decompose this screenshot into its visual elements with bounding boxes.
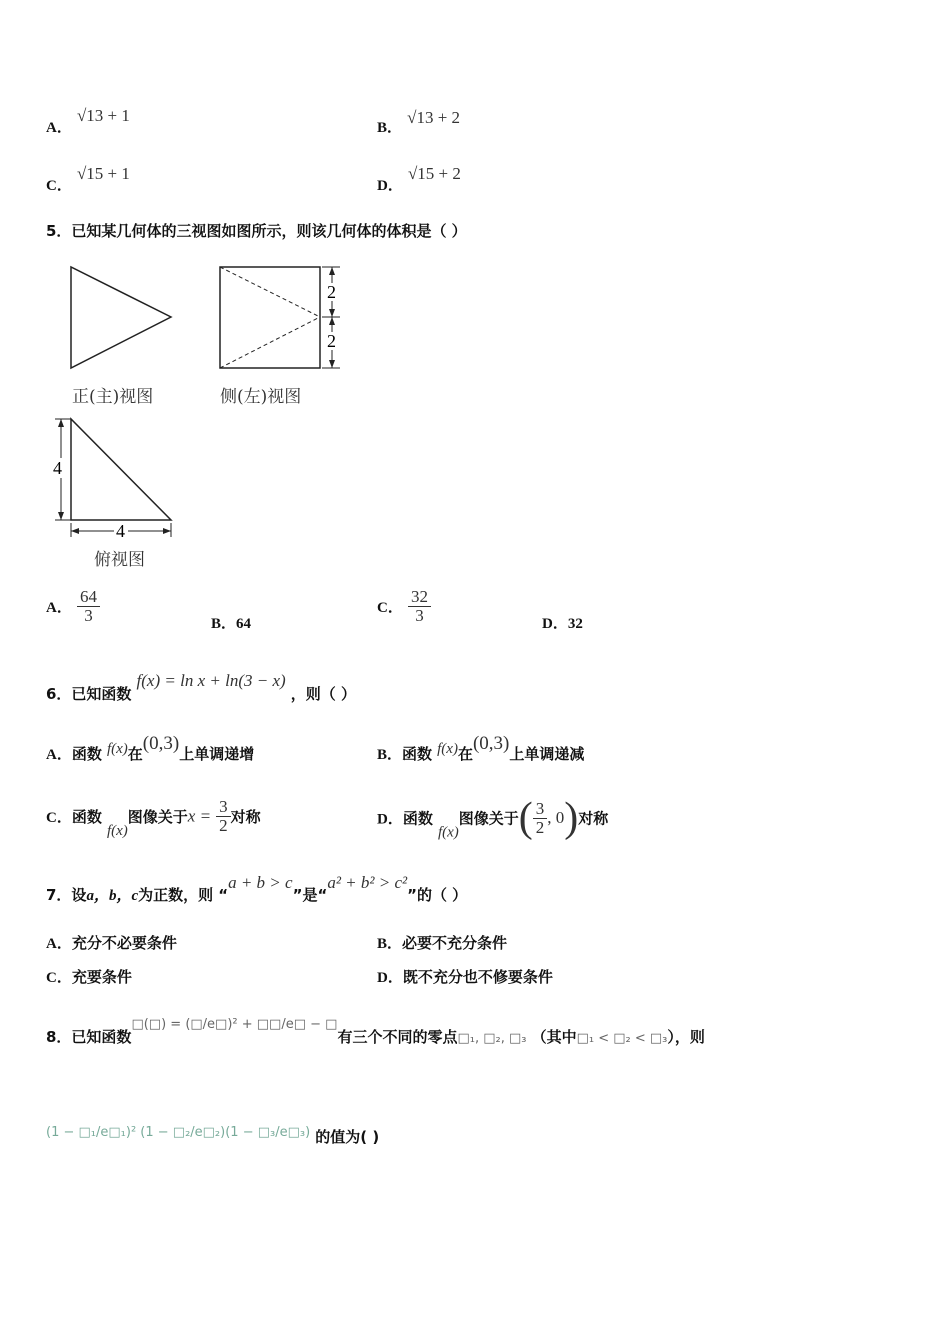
function-fx: f(x)	[437, 741, 458, 757]
option-text: 上单调递减	[509, 745, 585, 763]
option-expr: √15 + 2	[407, 164, 461, 183]
numerator: 3	[216, 798, 231, 817]
q8-expression-line	[46, 1120, 380, 1146]
fraction	[408, 588, 431, 625]
q5-option-c	[377, 588, 431, 625]
garbled-zeros: □₁, □₂, □₃	[457, 1031, 527, 1046]
point-tail: , 0	[547, 808, 565, 827]
stem-suffix: 的（ ）	[416, 886, 468, 904]
option-text: 函数	[71, 807, 102, 826]
numerator: 64	[77, 588, 100, 607]
q6-option-b	[377, 733, 585, 763]
option-text: 对称	[230, 807, 261, 826]
top-view-triangle	[71, 419, 171, 520]
interval: (0,3)	[472, 733, 510, 754]
q4-option-b	[377, 108, 461, 136]
arrow-head	[329, 267, 335, 275]
denominator: 3	[415, 605, 424, 625]
option-label: B．	[377, 936, 403, 952]
option-expr: √13 + 2	[407, 108, 461, 127]
stem-end: ），则	[667, 1028, 705, 1046]
q4-option-a	[46, 106, 130, 136]
option-label: C．	[46, 970, 72, 986]
equation-x: x =	[187, 806, 212, 826]
q4-option-c	[46, 164, 130, 194]
stem-tail: 的值为( )	[315, 1128, 380, 1146]
option-label: D．	[377, 178, 403, 194]
arrow-head	[71, 528, 79, 534]
option-label: C．	[377, 599, 403, 616]
q5-option-a	[46, 588, 100, 625]
dimension-label-lower: 2	[327, 331, 336, 351]
numerator: 3	[533, 800, 548, 819]
q5-option-d	[542, 612, 583, 633]
option-expr: √13 + 1	[76, 106, 130, 125]
q5-stem: 5．已知某几何体的三视图如图所示，则该几何体的体积是（ ）	[46, 222, 467, 240]
option-text: 必要不充分条件	[402, 934, 508, 952]
option-text: 64	[236, 616, 252, 632]
quote-close: ”	[407, 886, 417, 904]
fraction	[533, 800, 548, 837]
stem-text: 是	[302, 886, 318, 904]
dimension-label-vertical: 4	[53, 458, 62, 478]
option-label: D．	[377, 811, 403, 828]
stem-text: 有三个不同的零点	[337, 1028, 458, 1046]
option-label: B．	[377, 120, 403, 136]
condition-1: a + b > c	[228, 873, 293, 892]
three-view-figure	[40, 255, 360, 575]
option-text: 函数	[71, 745, 102, 763]
garbled-function: □(□) = (□/e□)² + □□/e□ − □	[131, 1017, 338, 1032]
q6-option-c	[46, 798, 261, 840]
option-text: 函数	[402, 745, 433, 763]
denominator: 2	[219, 815, 228, 835]
fraction	[77, 588, 100, 625]
interval: (0,3)	[142, 733, 180, 754]
option-text: 图像关于	[458, 809, 519, 828]
option-text: 函数	[402, 809, 433, 828]
q5-option-b	[211, 612, 251, 633]
option-label: C．	[46, 809, 72, 826]
side-view-dashed-line	[220, 317, 320, 368]
function-fx: f(x)	[106, 741, 128, 757]
front-view-caption: 正(主)视图	[72, 387, 154, 407]
option-label: D．	[377, 970, 403, 986]
numerator: 32	[408, 588, 431, 607]
stem-prefix: 7．设	[46, 886, 87, 904]
side-view-square	[220, 267, 320, 368]
option-label: A．	[46, 936, 72, 952]
arrow-head	[58, 419, 64, 427]
left-paren: (	[518, 795, 533, 841]
right-paren: )	[564, 795, 579, 841]
q6-option-a	[46, 733, 255, 763]
q7-option-a	[46, 932, 177, 953]
q8-stem	[46, 1012, 705, 1046]
stem-text: 为正数，则	[138, 886, 214, 904]
arrow-head	[58, 512, 64, 520]
condition-2: a² + b² > c²	[327, 873, 408, 892]
option-text: 既不充分也不修要条件	[402, 968, 553, 986]
function-definition: f(x) = ln x + ln(3 − x)	[136, 671, 286, 690]
stem-suffix: ，则（ ）	[290, 685, 356, 703]
option-text: 充要条件	[71, 968, 132, 986]
fraction	[216, 798, 231, 835]
stem-prefix: 6．已知函数	[46, 685, 132, 703]
option-label: B．	[377, 747, 403, 763]
q4-option-d	[377, 164, 461, 194]
front-view-triangle	[71, 267, 171, 368]
option-label: C．	[46, 178, 72, 194]
option-label: B．	[211, 616, 237, 632]
quote-close: ”	[292, 886, 303, 904]
option-text: 对称	[578, 809, 609, 828]
option-label: A．	[46, 747, 72, 763]
denominator: 2	[535, 817, 545, 837]
arrow-head	[329, 360, 335, 368]
variables: a，b，c	[86, 888, 139, 904]
option-expr: √15 + 1	[76, 164, 130, 183]
quote-open: “	[218, 886, 229, 904]
denominator: 3	[84, 605, 93, 625]
dimension-label-horizontal: 4	[116, 521, 125, 541]
option-text: 图像关于	[127, 807, 188, 826]
option-text: 在	[127, 745, 143, 763]
garbled-expression: (1 − □₁/e□₁)² (1 − □₂/e□₂)(1 − □₃/e□₃)	[46, 1125, 311, 1140]
function-fx: f(x)	[437, 824, 459, 841]
option-text: 在	[457, 745, 473, 763]
option-label: D．	[542, 616, 568, 632]
q6-option-d	[377, 794, 608, 842]
q7-option-c	[46, 966, 132, 987]
arrow-head	[329, 317, 335, 325]
option-text: 32	[567, 616, 583, 632]
option-label: A．	[46, 120, 72, 136]
stem-text: （其中	[531, 1028, 577, 1046]
arrow-head	[163, 528, 171, 534]
option-text: 充分不必要条件	[71, 934, 177, 952]
side-view-dashed-line	[220, 267, 320, 317]
option-label: A．	[46, 599, 72, 616]
arrow-head	[329, 309, 335, 317]
side-view-caption: 侧(左)视图	[220, 387, 302, 407]
top-view-caption: 俯视图	[94, 550, 145, 570]
q6-stem	[46, 670, 356, 703]
q7-option-b	[377, 932, 507, 953]
q7-stem	[46, 872, 468, 904]
stem-prefix: 8．已知函数	[46, 1028, 132, 1046]
q7-option-d	[377, 966, 553, 987]
garbled-order: □₁ < □₂ < □₃	[576, 1031, 668, 1046]
dimension-label-upper: 2	[327, 282, 336, 302]
function-fx: f(x)	[106, 822, 128, 839]
option-text: 上单调递增	[179, 745, 255, 763]
quote-open: “	[317, 886, 328, 904]
